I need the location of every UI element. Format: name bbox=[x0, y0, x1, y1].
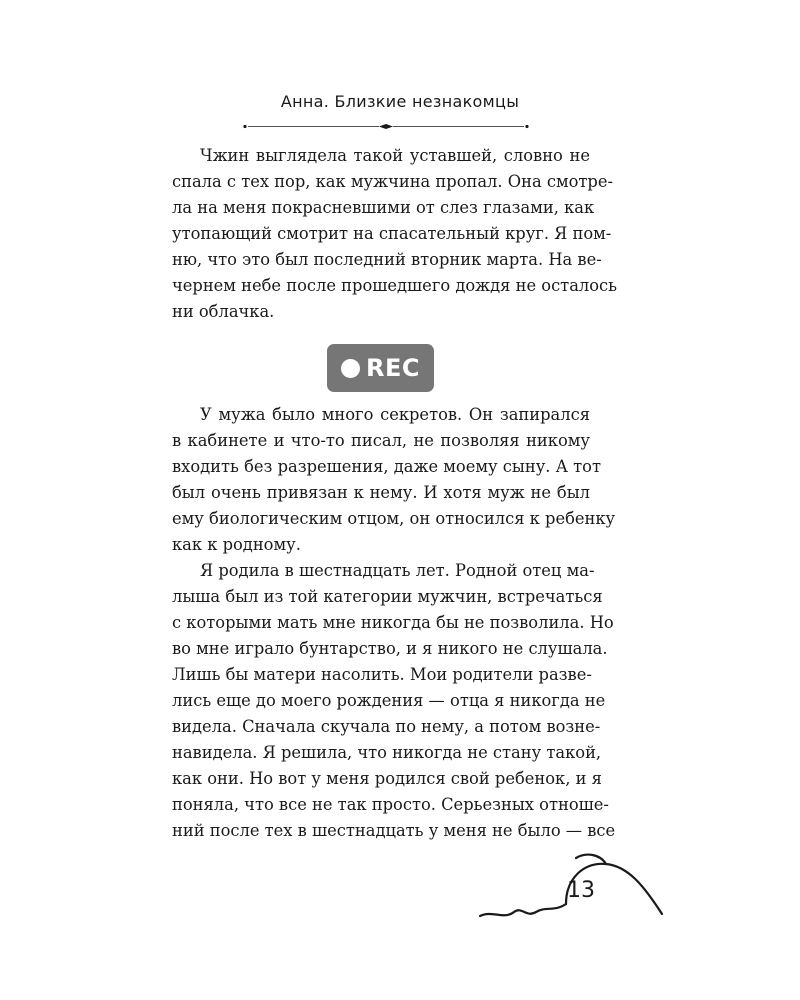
paragraph-group-main bbox=[172, 402, 616, 844]
text-line: ню, что это был последний вторник марта. На ве- bbox=[172, 250, 602, 269]
text-line: ний после тех в шестнадцать у меня не было — все bbox=[172, 821, 616, 840]
rec-badge bbox=[327, 344, 434, 392]
text-line: входить без разрешения, даже моему сыну. А тот bbox=[172, 457, 601, 476]
running-header-title: Анна. Близкие незнакомцы bbox=[280, 92, 520, 111]
text-line: лись еще до моего рождения — отца я никогда не bbox=[172, 691, 606, 710]
header-divider-ornament bbox=[243, 124, 529, 129]
text-line: Лишь бы матери насолить. Мои родители разве- bbox=[172, 665, 592, 684]
text-line: лыша был из той категории мужчин, встречаться bbox=[172, 587, 603, 606]
text-line: ла на меня покрасневшими от слез глазами, как bbox=[172, 198, 595, 217]
text-line: видела. Сначала скучала по нему, а потом возне- bbox=[172, 717, 601, 736]
text-line: спала с тех пор, как мужчина пропал. Она смотре- bbox=[172, 172, 613, 191]
text-line: утопающий смотрит на спасательный круг. Я пом- bbox=[172, 224, 612, 243]
rec-label: REC bbox=[366, 354, 420, 382]
text-line: Я родила в шестнадцать лет. Родной отец ма- bbox=[200, 561, 595, 580]
text-line: У мужа было много секретов. Он запирался bbox=[200, 405, 590, 424]
page-number: 13 bbox=[567, 878, 595, 903]
record-dot-icon bbox=[341, 359, 360, 378]
running-header bbox=[0, 92, 800, 111]
text-line: с которыми мать мне никогда бы не позволила. Но bbox=[172, 613, 614, 632]
text-line: в кабинете и что-то писал, не позволяя никому bbox=[172, 431, 590, 450]
text-line: поняла, что все не так просто. Серьезных отноше- bbox=[172, 795, 609, 814]
text-line: во мне играло бунтарство, и я никого не слушала. bbox=[172, 639, 608, 658]
text-line: был очень привязан к нему. И хотя муж не был bbox=[172, 483, 590, 502]
text-line: как к родному. bbox=[172, 535, 301, 554]
text-line: Чжин выглядела такой уставшей, словно не bbox=[200, 146, 590, 165]
text-line: чернем небе после прошедшего дождя не осталось bbox=[172, 276, 618, 295]
text-line: ни облачка. bbox=[172, 302, 275, 321]
text-line: ему биологическим отцом, он относился к ребенку bbox=[172, 509, 616, 528]
text-line: навидела. Я решила, что никогда не стану такой, bbox=[172, 743, 602, 762]
paragraph-intro bbox=[172, 143, 618, 325]
text-line: как они. Но вот у меня родился свой ребенок, и я bbox=[172, 769, 602, 788]
